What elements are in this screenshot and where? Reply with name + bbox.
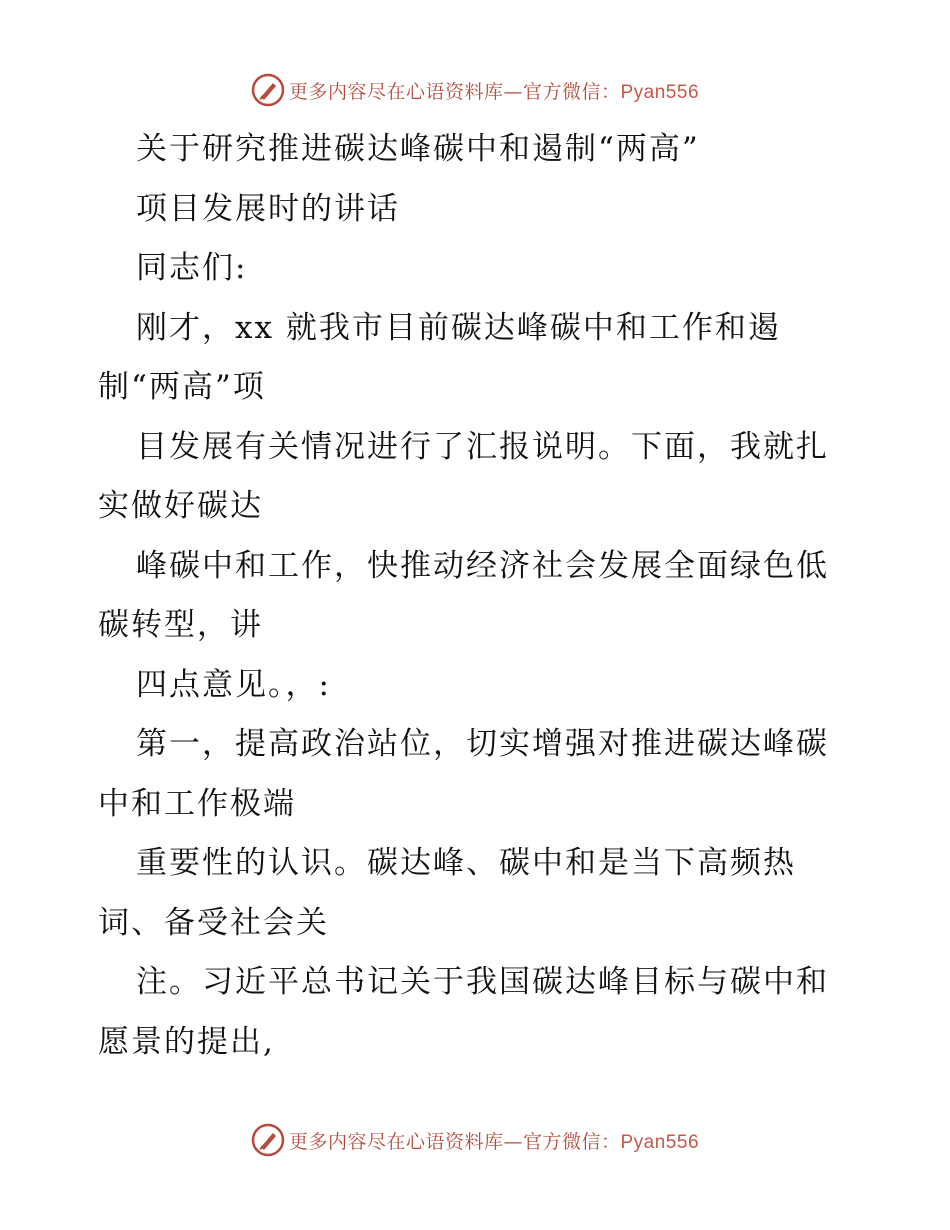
watermark-text <box>289 77 699 104</box>
text-line: 制“两高”项 <box>98 369 266 405</box>
text-line: 愿景的提出, <box>98 1023 275 1060</box>
text-line: 实做好碳达 <box>98 488 263 524</box>
text-line: 中和工作极端 <box>98 785 296 822</box>
text-line: 第一，提高政治站位，切实增强对推进碳达峰碳 <box>136 726 829 762</box>
header-watermark <box>0 70 950 110</box>
logo-icon <box>251 1123 285 1157</box>
text-line: 重要性的认识。碳达峰、碳中和是当下高频热 <box>136 845 796 881</box>
logo-icon <box>251 73 285 107</box>
text-line: 刚才，xx 就我市目前碳达峰碳中和工作和遏 <box>136 309 781 346</box>
document-body <box>98 120 858 1072</box>
text-line: 碳转型，讲 <box>98 607 263 643</box>
text-line: 峰碳中和工作，快推动经济社会发展全面绿色低 <box>136 547 829 584</box>
text-line: 词、备受社会关 <box>98 904 329 941</box>
watermark-text <box>289 1127 699 1154</box>
text-line: 项目发展时的讲话 <box>136 190 400 227</box>
text-line: 关于研究推进碳达峰碳中和遏制“两高” <box>136 131 700 167</box>
text-line: 目发展有关情况进行了汇报说明。下面，我就扎 <box>136 428 829 465</box>
text-line: 四点意见。，: <box>136 666 331 703</box>
watermark-label: 官方微信： <box>522 1130 621 1153</box>
watermark-account: Pyan556 <box>620 81 700 103</box>
watermark-separator: — <box>503 80 523 103</box>
watermark-account: Pyan556 <box>620 1131 700 1153</box>
text-line: 注。习近平总书记关于我国碳达峰目标与碳中和 <box>136 964 829 1000</box>
watermark-site: 更多内容尽在心语资料库 <box>288 1130 504 1153</box>
text-line: 同志们: <box>136 250 248 286</box>
watermark-site: 更多内容尽在心语资料库 <box>288 80 504 103</box>
footer-watermark <box>0 1120 950 1160</box>
watermark-separator: — <box>503 1130 523 1153</box>
watermark-label: 官方微信： <box>522 80 621 103</box>
